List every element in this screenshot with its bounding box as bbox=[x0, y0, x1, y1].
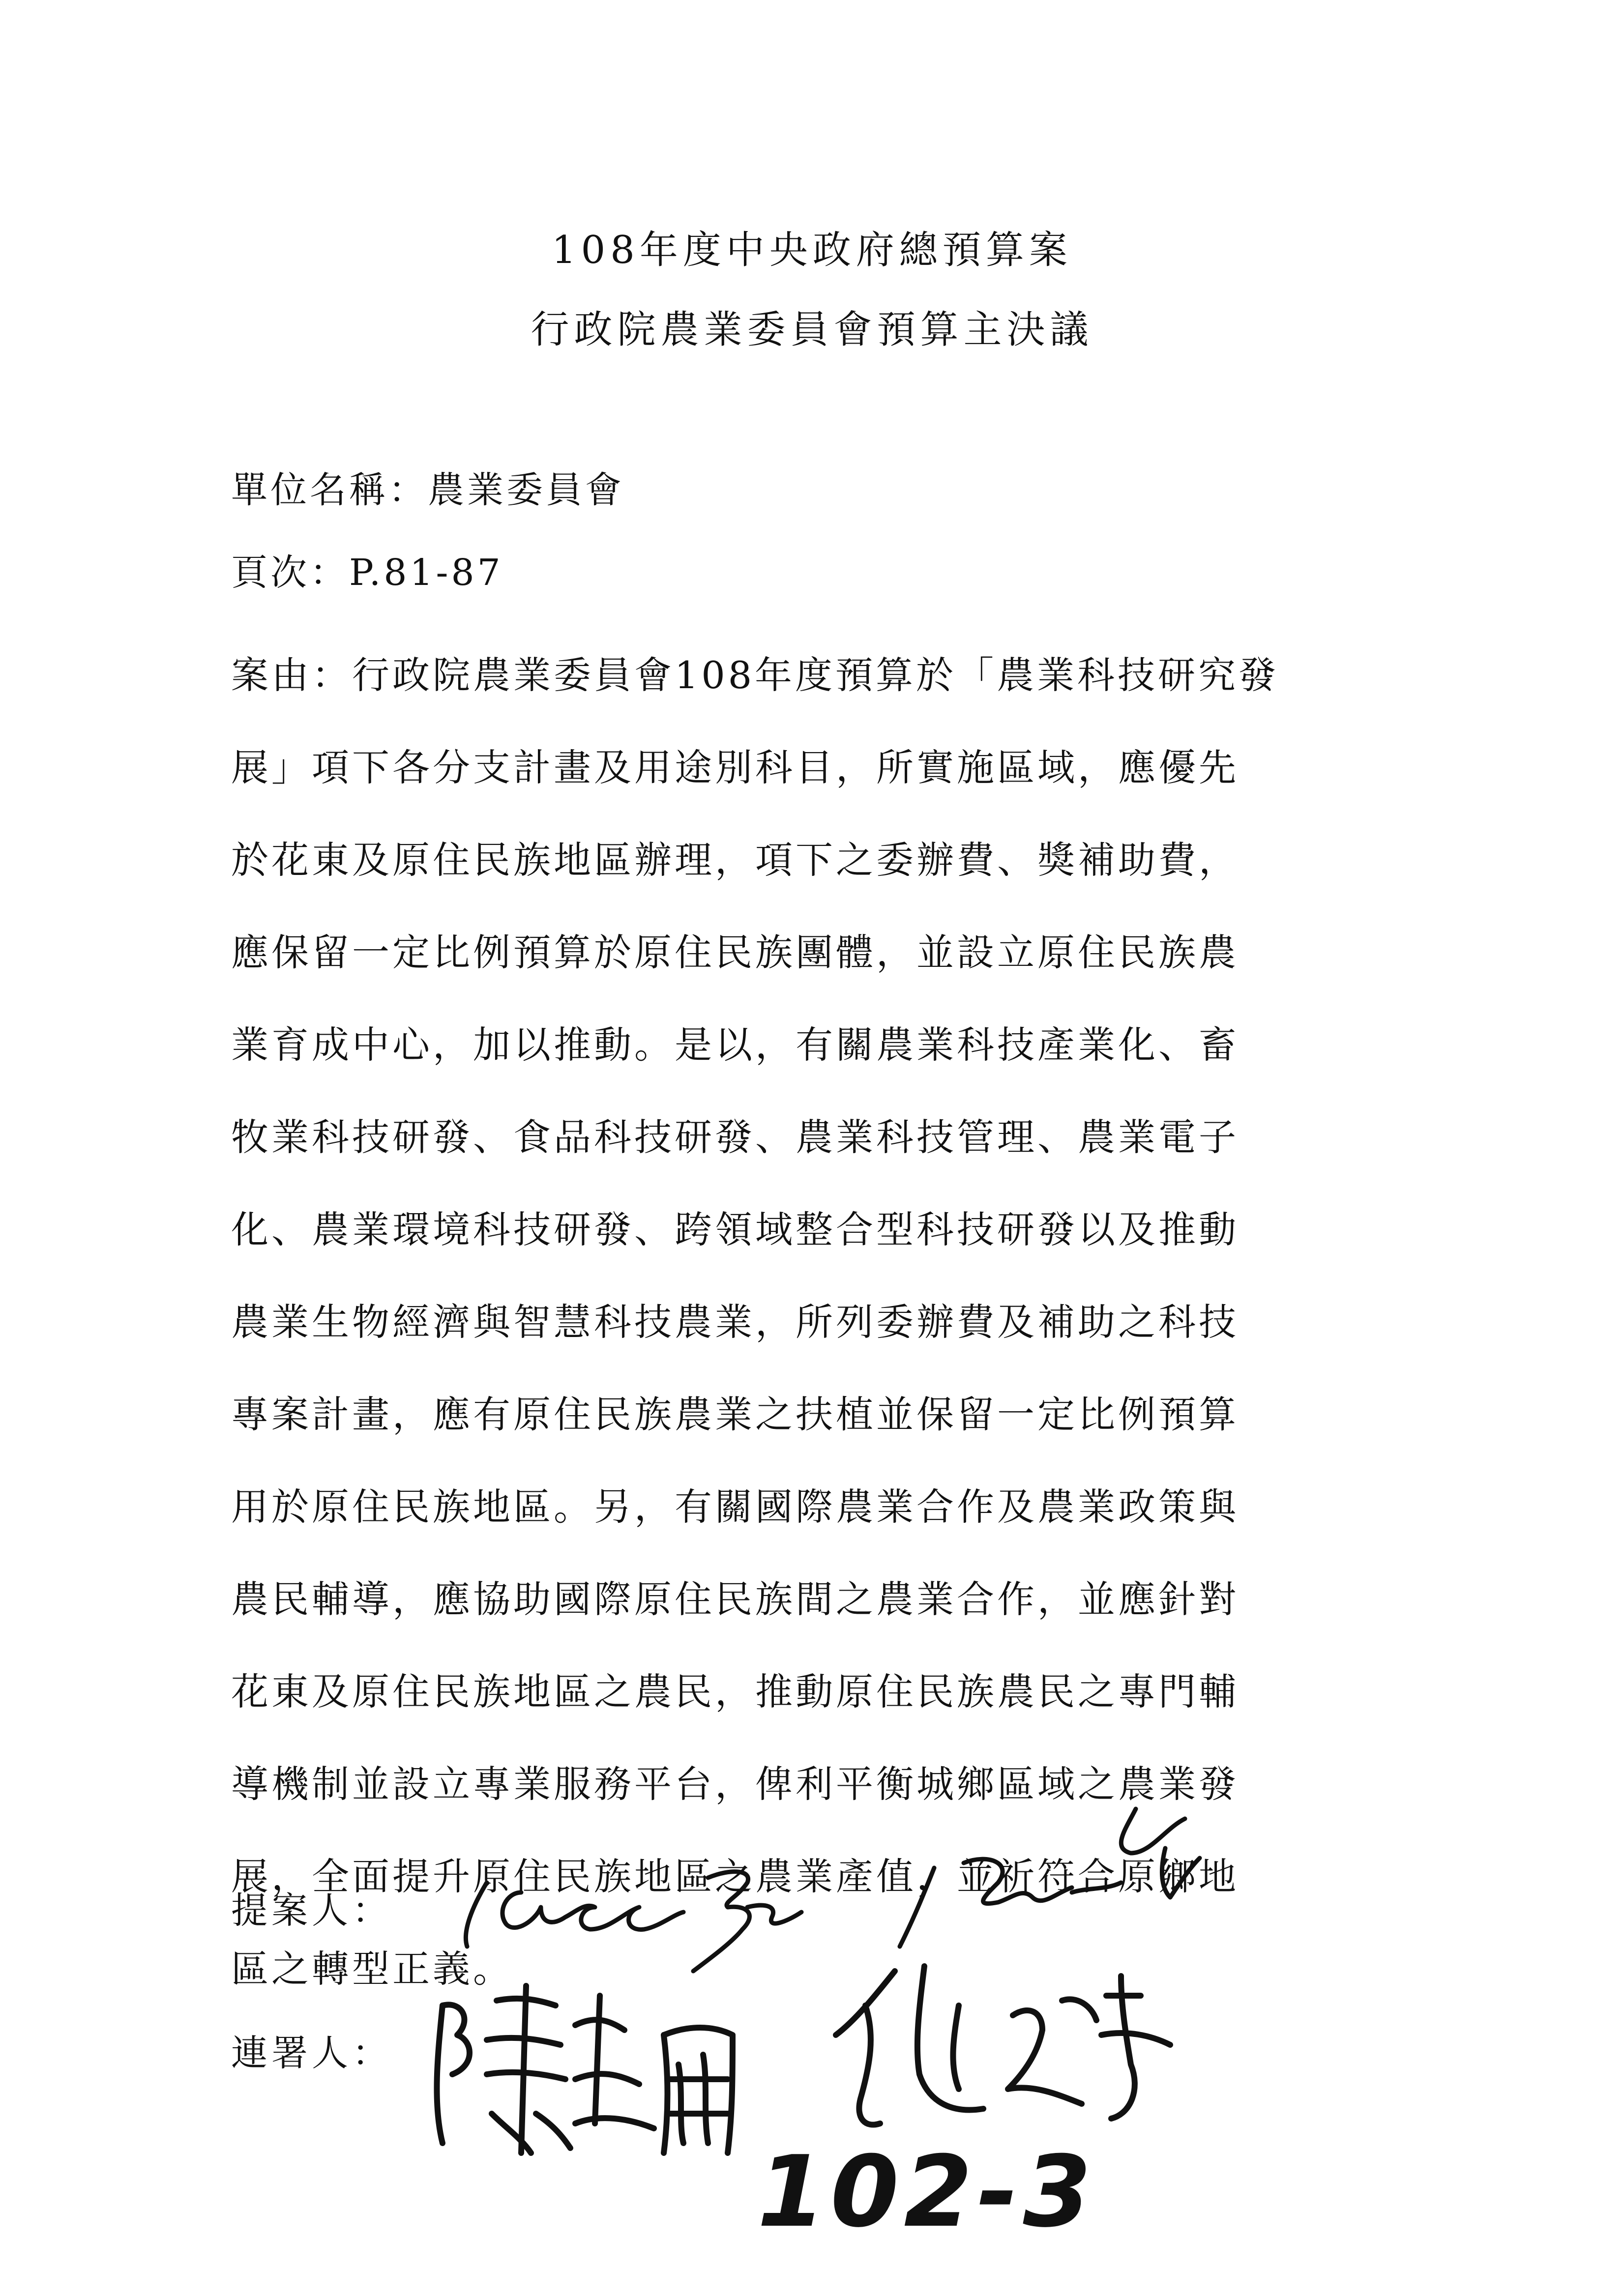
handwritten-reference-number: 102-3 bbox=[757, 2135, 1096, 2249]
document-title: 108年度中央政府總預算案 bbox=[552, 228, 1072, 272]
body-line: 導機制並設立專業服務平台，俾利平衡城鄉區域之農業發 bbox=[231, 1762, 1239, 1806]
body-line: 農業生物經濟與智慧科技農業，所列委辦費及補助之科技 bbox=[231, 1300, 1239, 1344]
body-line: 專案計畫，應有原住民族農業之扶植並保留一定比例預算 bbox=[231, 1393, 1239, 1436]
body-line: 展，全面提升原住民族地區之農業產值，並祈符合原鄉地 bbox=[231, 1855, 1239, 1898]
page-reference: 頁次：P.81-87 bbox=[231, 552, 503, 594]
cosigner-label: 連署人： bbox=[231, 2032, 392, 2074]
body-line: 業育成中心，加以推動。是以，有關農業科技產業化、畜 bbox=[231, 1023, 1239, 1067]
body-line: 牧業科技研發、食品科技研發、農業科技管理、農業電子 bbox=[231, 1115, 1239, 1159]
body-line: 區之轉型正義。 bbox=[231, 1947, 513, 1991]
proposer-label: 提案人： bbox=[231, 1889, 392, 1932]
body-line: 應保留一定比例預算於原住民族團體，並設立原住民族農 bbox=[231, 930, 1239, 974]
body-line: 展」項下各分支計畫及用途別科目，所實施區域，應優先 bbox=[231, 746, 1239, 789]
resolution-body bbox=[231, 629, 1391, 2015]
body-line: 用於原住民族地區。另，有關國際農業合作及農業政策與 bbox=[231, 1485, 1239, 1529]
body-line: 花東及原住民族地區之農民，推動原住民族農民之專門輔 bbox=[231, 1670, 1239, 1714]
body-line: 農民輔導，應協助國際原住民族間之農業合作，並應針對 bbox=[231, 1577, 1239, 1621]
body-line: 於花東及原住民族地區辦理，項下之委辦費、獎補助費， bbox=[231, 838, 1239, 882]
body-line: 案由：行政院農業委員會108年度預算於「農業科技研究發 bbox=[231, 653, 1279, 697]
body-line: 化、農業環境科技研發、跨領域整合型科技研發以及推動 bbox=[231, 1208, 1239, 1251]
document-subtitle: 行政院農業委員會預算主決議 bbox=[531, 308, 1093, 352]
unit-name: 單位名稱：農業委員會 bbox=[231, 469, 624, 511]
